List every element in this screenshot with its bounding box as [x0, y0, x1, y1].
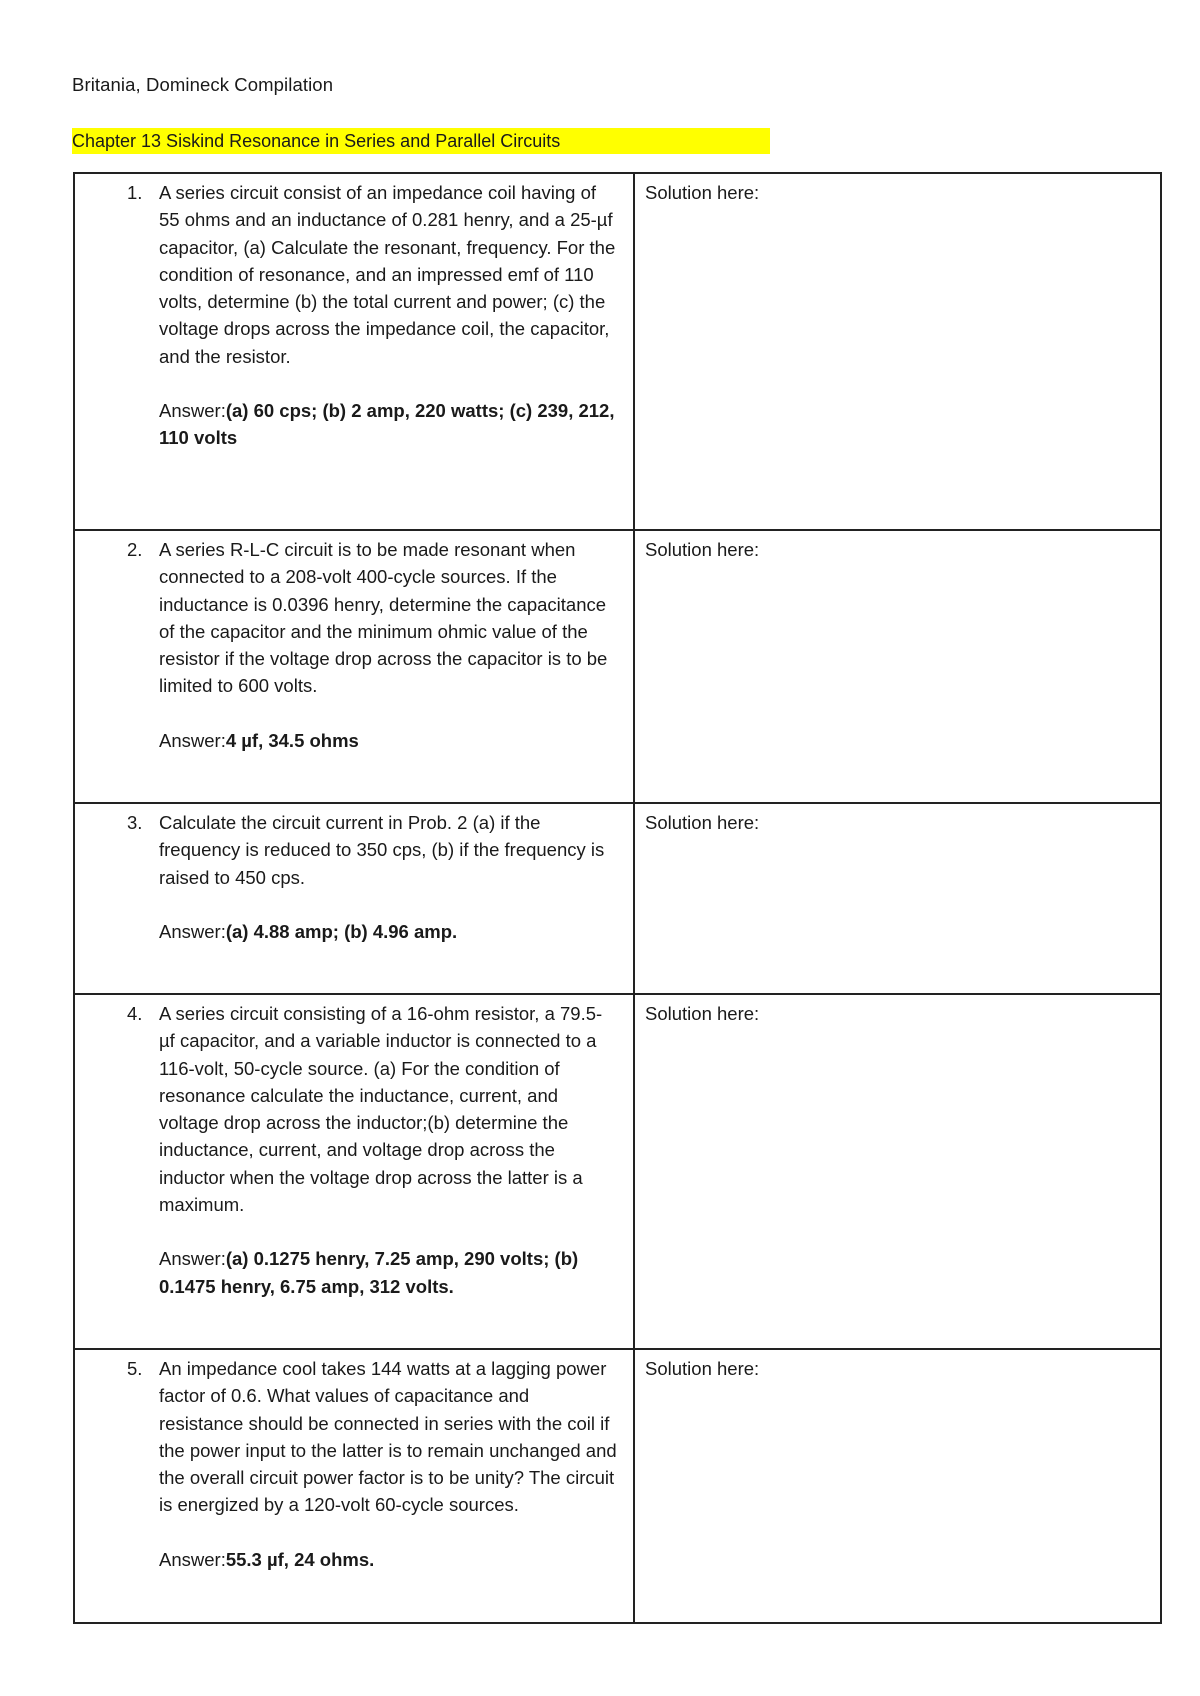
author-line: Britania, Domineck Compilation: [72, 74, 334, 95]
problem-answer: [159, 1546, 617, 1573]
chapter-title: Chapter 13 Siskind Resonance in Series and Parallel Circuits: [72, 128, 770, 154]
answer-label: Answer:: [159, 1548, 226, 1570]
solution-label: Solution here:: [645, 1358, 760, 1379]
answer-label: Answer:: [159, 1248, 226, 1270]
problem-text: An impedance cool takes 144 watts at a lagging power factor of 0.6. What values of capacitance and resistance should be connected in series with the coil if the power input to the latter is to remain unchanged and the overall circuit power factor is to be unity? The circuit is energized by a 120-volt 60-cycle sources.: [159, 1358, 617, 1516]
question-cell: [74, 803, 634, 994]
question-cell: [74, 994, 634, 1349]
problem-answer: [159, 1245, 617, 1300]
answer-label: Answer:: [159, 920, 226, 942]
answer-label: Answer:: [159, 729, 226, 751]
solution-cell[interactable]: [634, 1349, 1161, 1623]
problem-row: [74, 803, 1161, 994]
solution-cell[interactable]: [634, 994, 1161, 1349]
problem-number: 4.: [127, 1003, 143, 1024]
question-cell: [74, 173, 634, 530]
answer-value: 55.3 µf, 24 ohms.: [225, 1548, 375, 1570]
solution-cell[interactable]: [634, 803, 1161, 994]
solution-label: Solution here:: [645, 812, 760, 833]
solution-label: Solution here:: [645, 182, 760, 203]
problem-answer: [159, 397, 617, 452]
question-cell: [74, 530, 634, 803]
problem-row: [74, 530, 1161, 803]
problem-text: A series circuit consisting of a 16-ohm resistor, a 79.5-µf capacitor, and a variable inductor is connected to a 116-volt, 50-cycle source. (a) For the condition of resonance calculate the inductance, current, and voltage drop across the inductor;(b) determine the inductance, current, and voltage drop across the inductor when the voltage drop across the latter is a maximum.: [159, 1003, 603, 1216]
problem-text: Calculate the circuit current in Prob. 2 (a) if the frequency is reduced to 350 cps, (b) if the frequency is raised to 450 cps.: [159, 812, 605, 888]
answer-label: Answer:: [159, 400, 226, 422]
solution-label: Solution here:: [645, 1003, 760, 1024]
problem-row: [74, 173, 1161, 530]
problem-text: A series circuit consist of an impedance coil having of 55 ohms and an inductance of 0.281 henry, and a 25-µf capacitor, (a) Calculate the resonant, frequency. For the condition of resonance, and an impressed emf of 110 volts, determine (b) the total current and power; (c) the voltage drops across the impedance coil, the capacitor, and the resistor.: [159, 182, 616, 367]
problem-text: A series R-L-C circuit is to be made resonant when connected to a 208-volt 400-cycle sources. If the inductance is 0.0396 henry, determine the capacitance of the capacitor and the minimum ohmic value of the resistor if the voltage drop across the capacitor is to be limited to 600 volts.: [159, 539, 608, 697]
solution-label: Solution here:: [645, 539, 760, 560]
problem-row: [74, 994, 1161, 1349]
solution-cell[interactable]: [634, 173, 1161, 530]
answer-value: (a) 60 cps; (b) 2 amp, 220 watts; (c) 239, 212, 110 volts: [159, 400, 615, 449]
answer-value: (a) 0.1275 henry, 7.25 amp, 290 volts; (b) 0.1475 henry, 6.75 amp, 312 volts.: [159, 1248, 579, 1297]
problem-number: 5.: [127, 1358, 143, 1379]
problem-answer: [159, 918, 617, 945]
solution-cell[interactable]: [634, 530, 1161, 803]
problems-table: [73, 172, 1162, 1624]
problem-number: 3.: [127, 812, 143, 833]
problem-answer: [159, 727, 617, 754]
problem-row: [74, 1349, 1161, 1623]
problem-number: 1.: [127, 182, 143, 203]
answer-value: 4 µf, 34.5 ohms: [225, 729, 359, 751]
problem-number: 2.: [127, 539, 143, 560]
answer-value: (a) 4.88 amp; (b) 4.96 amp.: [225, 920, 458, 942]
question-cell: [74, 1349, 634, 1623]
